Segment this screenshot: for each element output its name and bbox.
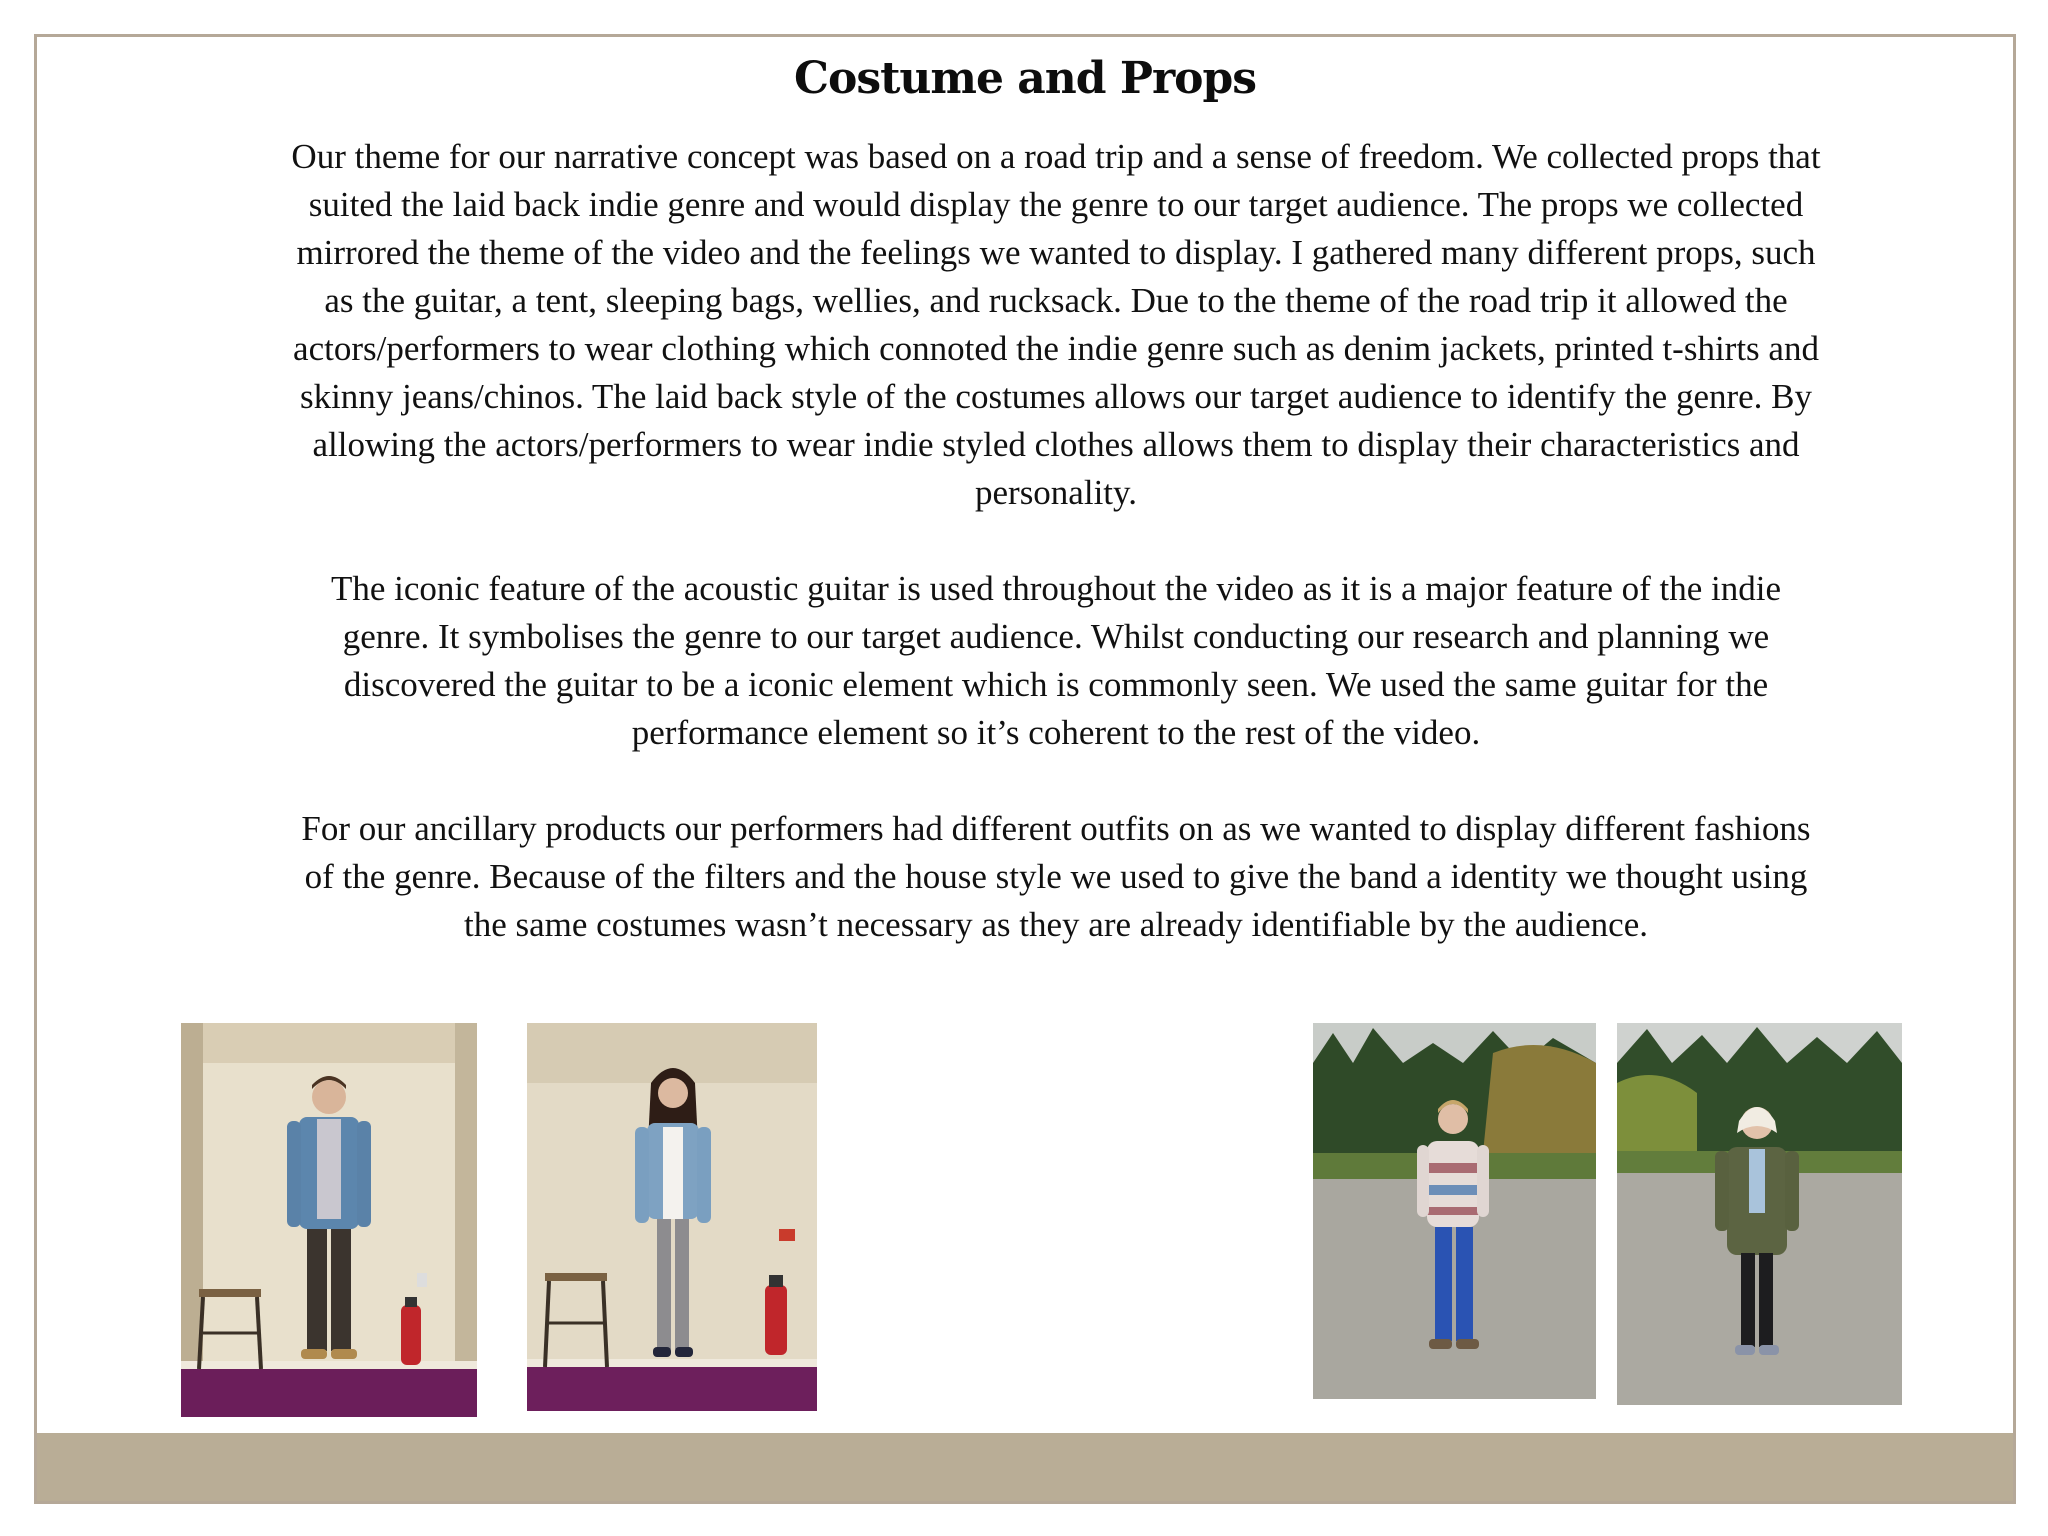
paragraph-costume-props: Our theme for our narrative concept was based on a road trip and a sense of freedom. We collected props that suited the laid back indie genre and would display the genre to our target audience. The props we collected mirrored the theme of the video and the feelings we wanted to display. I gathered many different props, such as the guitar, a tent, sleeping bags, wellies, and rucksack. Due to the theme of the road trip it allowed the actors/performers to wear clothing which connoted the indie genre such as denim jackets, printed t-shirts and skinny jeans/chinos. The laid back style of the costumes allows our target audience to identify the genre. By allowing the actors/performers to wear indie styled clothes allows them to display their characteristics and personality. (291, 137, 1821, 512)
photo-female-performer-outdoor (1617, 1023, 1902, 1405)
photo-male-performer-indoor (181, 1023, 477, 1417)
slide-title: Costume and Props (793, 53, 1257, 104)
photo-female-performer-indoor (527, 1023, 817, 1411)
photo-male-performer-outdoor (1313, 1023, 1596, 1399)
paragraph-guitar: The iconic feature of the acoustic guitar is used throughout the video as it is a major feature of the indie genre. It symbolises the genre to our target audience. Whilst conducting our research and planning we discovered the guitar to be a iconic element which is commonly seen. We used the same guitar for the performance element so it’s coherent to the rest of the video. (330, 569, 1782, 752)
body-text (291, 133, 1821, 997)
slide (34, 34, 2016, 1504)
paragraph-ancillary: For our ancillary products our performers had different outfits on as we wanted to display different fashions of the genre. Because of the filters and the house style we used to give the band a identity we thought using the same costumes wasn’t necessary as they are already identifiable by the audience. (301, 809, 1811, 944)
footer-bar (37, 1433, 2013, 1501)
